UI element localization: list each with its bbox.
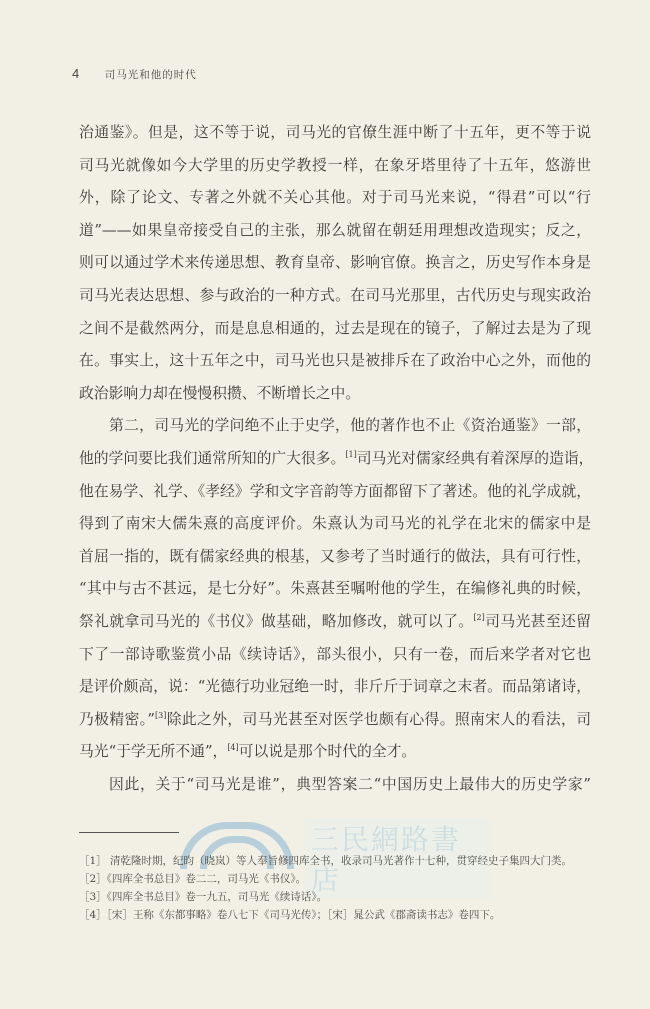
text-line: 他的学问要比我们通常所知的广大很多。[1]司马光对儒家经典有着深厚的造诣， <box>79 449 594 467</box>
watermark-text: 三民網路書店 <box>305 818 490 898</box>
text-line: 道”——如果皇帝接受自己的主张，那么就留在朝廷用理想改造现实；反之， <box>79 221 591 239</box>
book-title: 司马光和他的时代 <box>104 69 197 81</box>
text-line: 他在易学、礼学、《孝经》学和文字音韵等方面都留下了著述。他的礼学成就， <box>79 482 591 500</box>
text-line: 乃极精密。”[3]除此之外，司马光甚至对医学也颇有心得。照南宋人的看法，司 <box>79 710 591 728</box>
footnote-marker[interactable]: [3] <box>155 710 167 720</box>
footnote-2: ［2］《四库全书总目》卷二二，司马光《书仪》。 <box>79 873 307 885</box>
text-line: 第二，司马光的学问绝不止于史学，他的著作也不止《资治通鉴》一部， <box>109 417 591 435</box>
footnote-4: ［4］［宋］王称《东都事略》卷八七下《司马光传》；［宋］晁公武《郡斋读书志》卷四下。 <box>79 909 501 921</box>
text-line: 下了一部诗歌鉴赏小品《续诗话》，部头很小，只有一卷，而后来学者对它也 <box>79 645 591 663</box>
paragraph <box>79 410 594 769</box>
paragraph <box>79 769 591 802</box>
text-line: 司马光就像如今大学里的历史学教授一样，在象牙塔里待了十五年，悠游世 <box>79 156 591 174</box>
text-line: 外，除了论文、专著之外就不关心其他。对于司马光来说，“得君”可以“行 <box>79 189 591 207</box>
text-line: 是评价颇高，说：“光德行功业冠绝一时，非斤斤于词章之末者。而品第诸诗， <box>79 678 591 696</box>
text-line: 在。事实上，这十五年之中，司马光也只是被排斥在了政治中心之外，而他的 <box>79 352 591 370</box>
footnote-divider <box>79 832 179 833</box>
page-number: 4 <box>72 66 80 81</box>
running-header <box>72 66 197 82</box>
text-line: 祭礼就拿司马光的《书仪》做基础，略加修改，就可以了。[2]司马光甚至还留 <box>79 612 591 630</box>
text-line: 则可以通过学术来传递思想、教育皇帝、影响官僚。换言之，历史写作本身是 <box>79 254 591 272</box>
footnote-marker[interactable]: [4] <box>227 743 239 753</box>
text-line: 马光“于学无所不通”，[4]可以说是那个时代的全才。 <box>79 743 417 761</box>
text-line: 政治影响力却在慢慢积攒、不断增长之中。 <box>79 384 361 402</box>
body-text <box>79 117 594 801</box>
text-line: 治通鉴》。但是，这不等于说，司马光的官僚生涯中断了十五年，更不等于说 <box>79 124 591 141</box>
footnote-marker[interactable]: [1] <box>345 449 357 459</box>
text-line: 得到了南宋大儒朱熹的高度评价。朱熹认为司马光的礼学在北宋的儒家中是 <box>79 515 591 533</box>
text-line: 司马光表达思想、参与政治的一种方式。在司马光那里，古代历史与现实政治 <box>79 286 591 304</box>
text-line: 首屈一指的，既有儒家经典的根基，又参考了当时通行的做法，具有可行性， <box>79 547 591 565</box>
text-line: 因此，关于“司马光是谁”，典型答案二“中国历史上最伟大的历史学家” <box>109 775 591 793</box>
footnote-3: ［3］《四库全书总目》卷一九五，司马光《续诗话》。 <box>79 891 328 903</box>
footnotes <box>79 852 579 924</box>
footnote-1: ［1］ 清乾隆时期，纪昀（晓岚）等人奉旨修四库全书，收录司马光著作十七种，贯穿经史子集四大门类。 <box>79 855 573 867</box>
text-line: 之间不是截然两分，而是息息相通的，过去是现在的镜子，了解过去是为了现 <box>79 319 591 337</box>
paragraph <box>79 117 591 410</box>
footnote-marker[interactable]: [2] <box>473 612 485 622</box>
text-line: “其中与古不甚远，是七分好”。朱熹甚至嘱咐他的学生，在编修礼典的时候， <box>79 580 591 598</box>
